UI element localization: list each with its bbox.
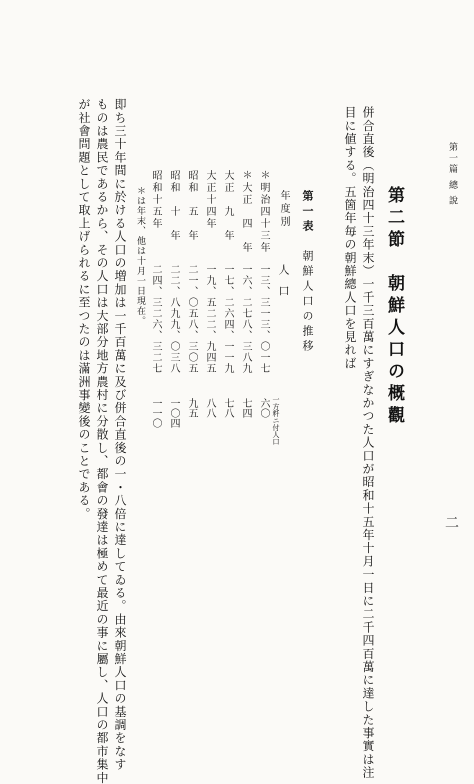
table-caption: 朝鮮人口の推移	[301, 250, 314, 355]
table-row-year: ＊明治四十三年	[258, 170, 269, 254]
paragraph2-line: ものは農民であるから、その人口は大部分地方農村に分散し、都會の發達は極めて最近の事に屬し、人口の都市集中	[95, 98, 109, 784]
paragraph2-line: が社會問題として取上げられるに至つたのは滿洲事變後のことである。	[77, 98, 91, 521]
table-row-density: 九五	[186, 398, 197, 418]
page-number: 二	[443, 515, 459, 529]
paragraph2-line: 即ち三十年間に於ける人口の増加は一千百萬に及び併合直後の一・八倍に達してゐる。由來朝鮮人口の基調をなす	[113, 98, 127, 772]
table-row-year: 昭和 五 年	[186, 170, 197, 242]
table-row-density: 八八	[204, 398, 215, 418]
table-row-year: 大正十四年	[204, 170, 215, 230]
table-row-population: 二二、八九九、〇三八	[168, 264, 179, 374]
table-row-density: 一一〇	[150, 398, 161, 428]
table-header-population: 人口	[277, 264, 290, 306]
table-row-density: 六〇	[258, 398, 269, 418]
paragraph1-line: 目に値する。五箇年毎の朝鮮總人口を見れば	[343, 106, 357, 370]
table-note: ＊は年末、他は十月一日現在。	[135, 186, 145, 326]
table-row-density: 七四	[240, 398, 251, 418]
table-number: 第一表	[301, 190, 314, 235]
running-header: 第一篇 總 說	[447, 142, 457, 207]
table-row-density: 一〇四	[168, 398, 179, 428]
table-header-density: 一方粁ニ付人口	[272, 396, 280, 445]
paragraph1-line: 併合直後（明治四十三年末）一千三百萬にすぎなかつた人口が昭和十五年十月一日に二千四百萬に達した事實は注	[361, 106, 375, 780]
table-row-population: 一七、二六四、一一九	[222, 264, 233, 374]
table-row-population: 二一、〇五八、三〇五	[186, 264, 197, 374]
table-title	[302, 190, 313, 355]
table-row-year: 昭和 十 年	[168, 170, 179, 242]
table-row-year: 昭和十五年	[150, 170, 161, 230]
table-row-year: 大正 九 年	[222, 170, 233, 242]
table-row-population: 二四、三二六、三二七	[150, 264, 161, 374]
table-row-population: 一三、三一三、〇一七	[258, 264, 269, 374]
table-header-year: 年度別	[278, 190, 289, 229]
table-row-density: 七八	[222, 398, 233, 418]
table-row-population: 一九、五二二、九四五	[204, 264, 215, 374]
section-heading: 第二節 朝鮮人口の概觀	[384, 186, 404, 428]
table-row-population: 一六、二七八、三八九	[240, 264, 251, 374]
table-row-year: ＊大正 四 年	[240, 170, 251, 254]
